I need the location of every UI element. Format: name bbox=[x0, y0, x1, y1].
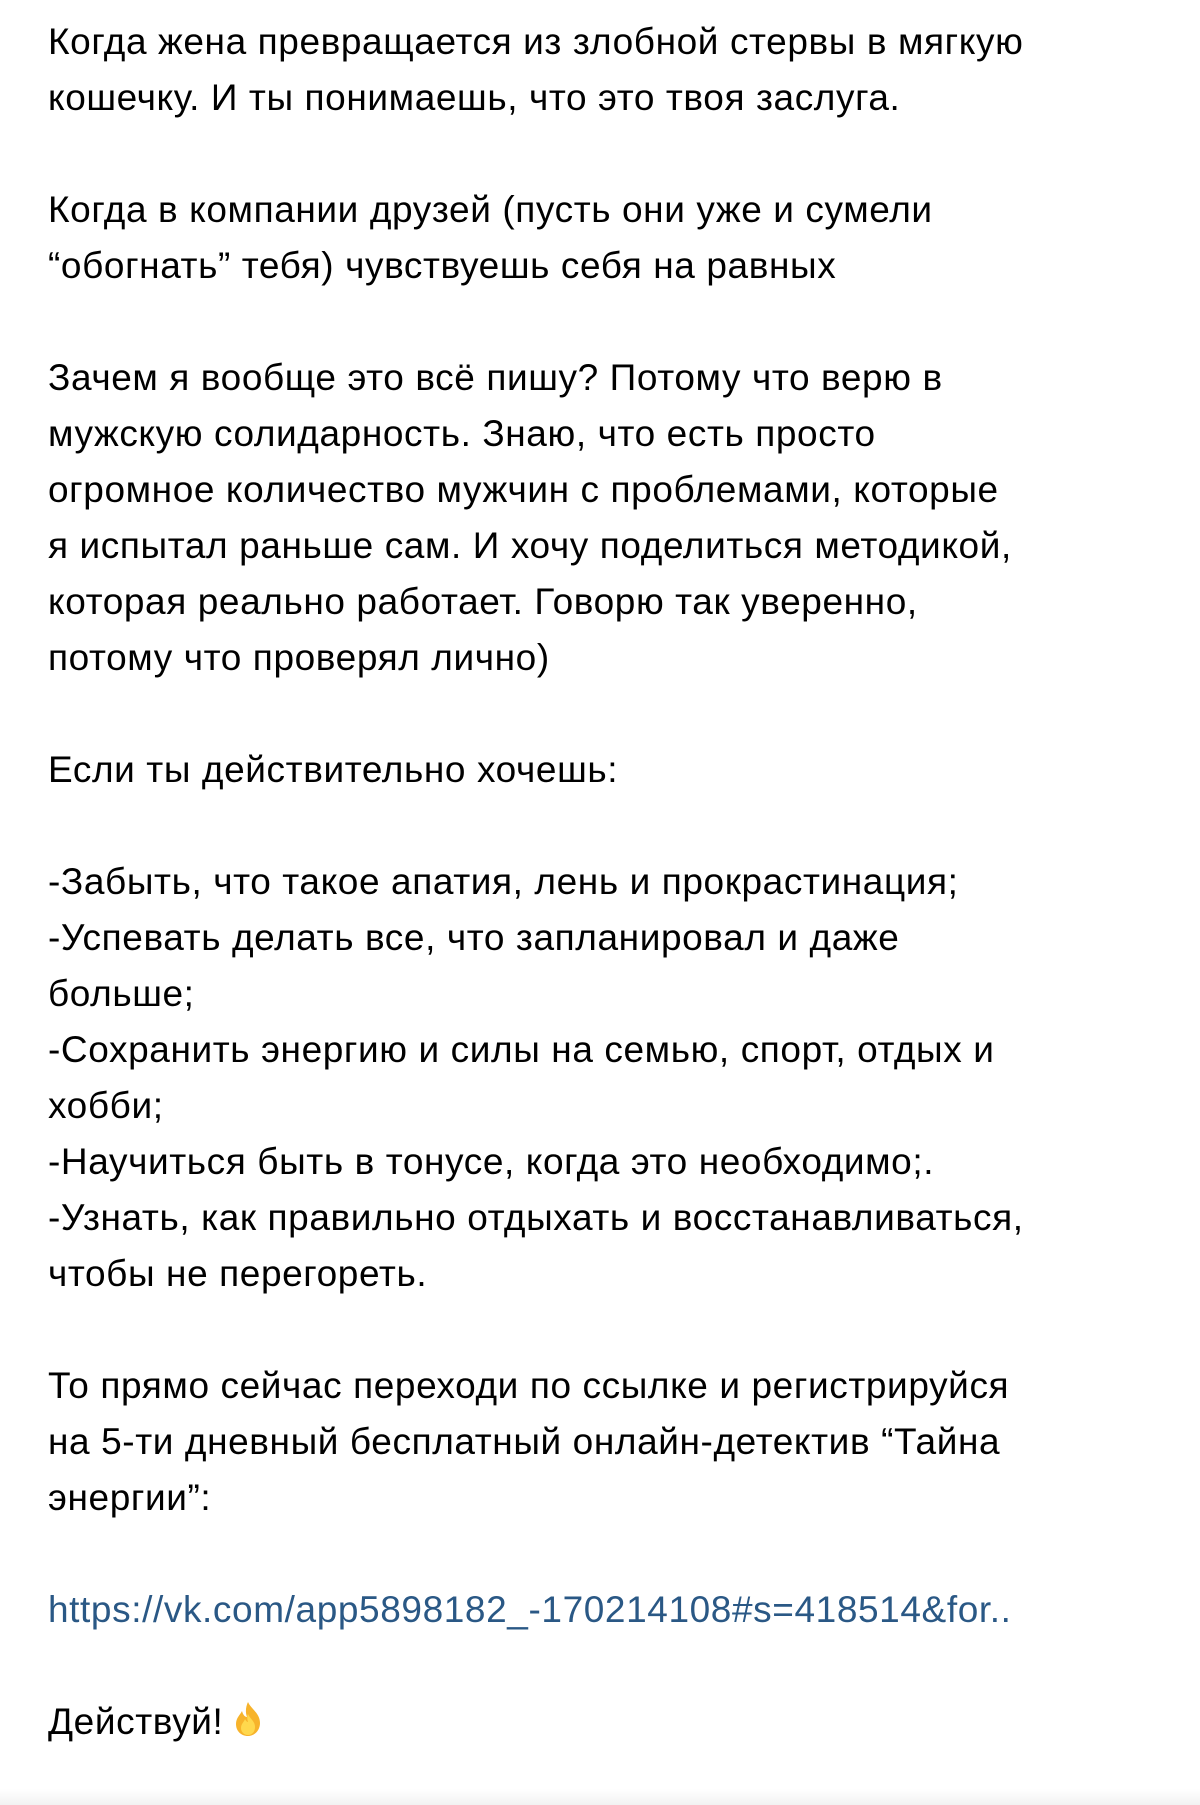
text-line: -Забыть, что такое апатия, лень и прокрастинация; bbox=[48, 861, 959, 902]
text-line: Когда в компании друзей (пусть они уже и сумели bbox=[48, 189, 933, 230]
post-body bbox=[48, 14, 1158, 1750]
bottom-edge bbox=[0, 1789, 1200, 1805]
text-line: энергии”: bbox=[48, 1477, 212, 1518]
text-line: чтобы не перегореть. bbox=[48, 1253, 428, 1294]
text-line: огромное количество мужчин с проблемами, которые bbox=[48, 469, 999, 510]
text-line: кошечку. И ты понимаешь, что это твоя заслуга. bbox=[48, 77, 901, 118]
paragraph-gap bbox=[48, 1526, 1158, 1582]
paragraph-gap bbox=[48, 1638, 1158, 1694]
text-line: -Сохранить энергию и силы на семью, спорт, отдых и bbox=[48, 1029, 995, 1070]
text-line: потому что проверял лично) bbox=[48, 637, 550, 678]
cta-line bbox=[48, 1694, 1158, 1750]
paragraph-gap bbox=[48, 294, 1158, 350]
paragraph-gap bbox=[48, 1302, 1158, 1358]
cta-text: Действуй! bbox=[48, 1701, 224, 1742]
text-line: “обогнать” тебя) чувствуешь себя на равных bbox=[48, 245, 837, 286]
paragraph-gap bbox=[48, 798, 1158, 854]
text-line: Зачем я вообще это всё пишу? Потому что верю в bbox=[48, 357, 943, 398]
text-line: -Узнать, как правильно отдыхать и восстанавливаться, bbox=[48, 1197, 1024, 1238]
link-line bbox=[48, 1582, 1158, 1638]
text-line: -Научиться быть в тонусе, когда это необходимо;. bbox=[48, 1141, 935, 1182]
text-line: Когда жена превращается из злобной стервы в мягкую bbox=[48, 21, 1024, 62]
text-line: мужскую солидарность. Знаю, что есть просто bbox=[48, 413, 876, 454]
text-line: То прямо сейчас переходи по ссылке и регистрируйся bbox=[48, 1365, 1010, 1406]
post-text bbox=[48, 14, 1158, 1526]
text-line: которая реально работает. Говорю так уверенно, bbox=[48, 581, 918, 622]
text-line: больше; bbox=[48, 973, 195, 1014]
registration-link[interactable]: https://vk.com/app5898182_-170214108#s=418514&for.. bbox=[48, 1589, 1012, 1630]
text-line: на 5-ти дневный бесплатный онлайн-детектив “Тайна bbox=[48, 1421, 1001, 1462]
paragraph-gap bbox=[48, 686, 1158, 742]
fire-icon bbox=[231, 1698, 265, 1754]
paragraph-gap bbox=[48, 126, 1158, 182]
text-line: хобби; bbox=[48, 1085, 164, 1126]
text-line: Если ты действительно хочешь: bbox=[48, 749, 619, 790]
text-line: я испытал раньше сам. И хочу поделиться методикой, bbox=[48, 525, 1012, 566]
text-line: -Успевать делать все, что запланировал и даже bbox=[48, 917, 900, 958]
